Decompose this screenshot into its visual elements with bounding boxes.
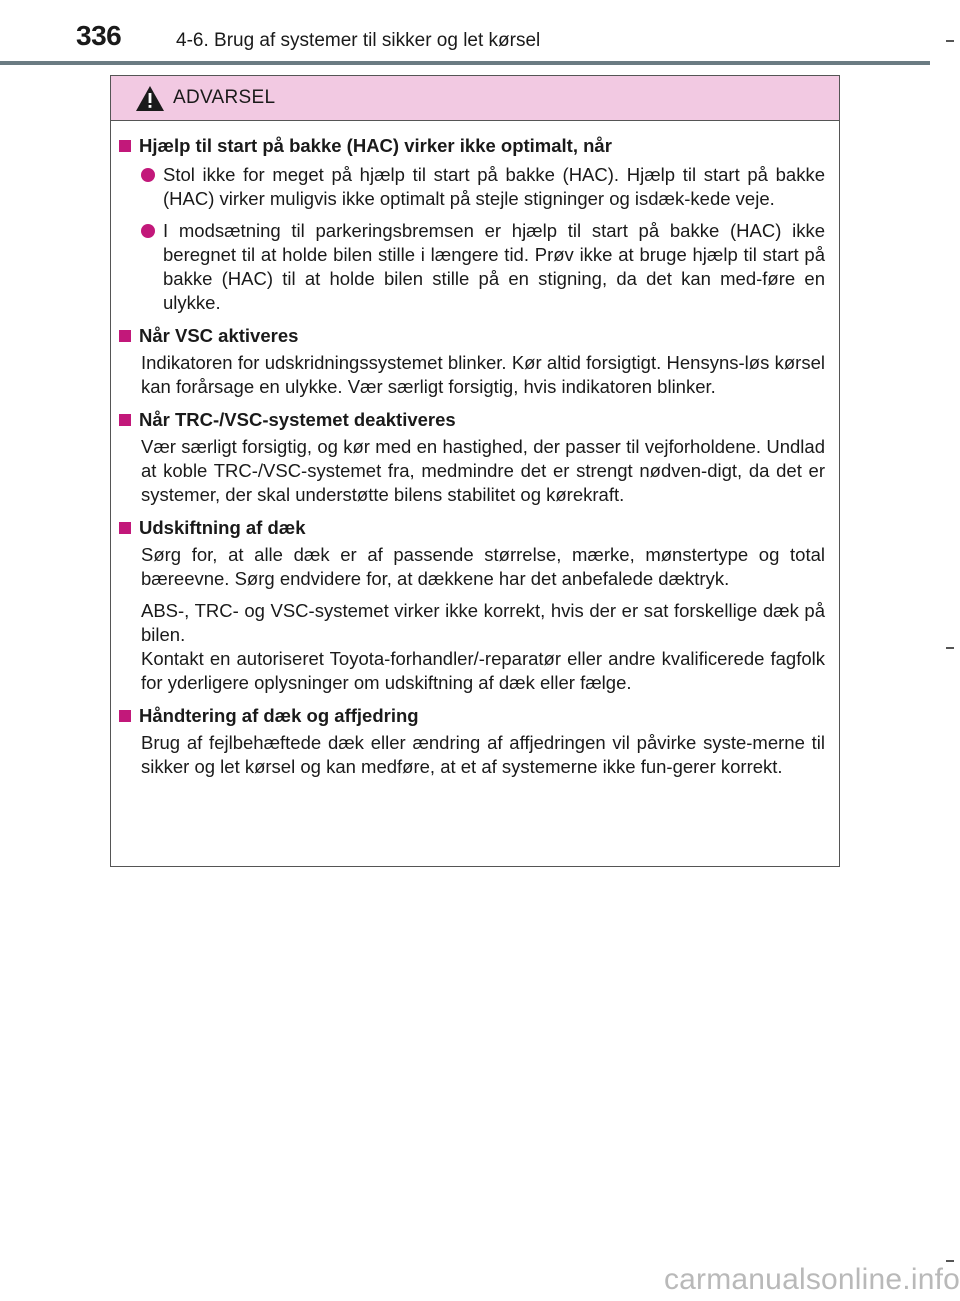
- warning-body: [111, 121, 839, 779]
- paragraph: Vær særligt forsigtig, og kør med en hastighed, der passer til vejforholdene. Undlad at koble TRC-/VSC-systemet fra, medmindre det er strengt nødven-digt, da det er systemer, der skal understøtte bilens stabilitet og kørekraft.: [141, 436, 825, 505]
- list-item: [141, 219, 825, 315]
- section-heading: [119, 515, 825, 541]
- watermark: carmanualsonline.info: [663, 1263, 960, 1296]
- warning-header: [111, 76, 839, 121]
- section-heading-text: Håndtering af dæk og affjedring: [139, 705, 419, 726]
- crop-mark: [946, 1260, 954, 1262]
- list-item-text: Stol ikke for meget på hjælp til start på bakke (HAC). Hjælp til start på bakke (HAC) virker muligvis ikke optimalt på stejle stigninger og isdæk-kede veje.: [163, 164, 825, 209]
- section-heading: [119, 407, 825, 433]
- warning-section: [119, 703, 825, 779]
- paragraph: Sørg for, at alle dæk er af passende størrelse, mærke, mønstertype og total bæreevne. Sørg endvidere for, at dækkene har det anbefalede dæktryk.: [141, 544, 825, 589]
- warning-section: [119, 133, 825, 315]
- square-bullet-icon: [119, 522, 131, 534]
- warning-section: [119, 515, 825, 695]
- warning-box: [110, 75, 840, 867]
- paragraph: Indikatoren for udskridningssystemet blinker. Kør altid forsigtigt. Hensyns-løs kørsel kan forårsage en ulykke. Vær særligt forsigtig, hvis indikatoren blinker.: [141, 352, 825, 397]
- square-bullet-icon: [119, 710, 131, 722]
- section-heading-text: Udskiftning af dæk: [139, 517, 306, 538]
- round-bullet-icon: [141, 168, 155, 182]
- section-heading-text: Når TRC-/VSC-systemet deaktiveres: [139, 409, 456, 430]
- section-heading-text: Hjælp til start på bakke (HAC) virker ikke optimalt, når: [139, 135, 612, 156]
- page-number: 336: [76, 20, 122, 51]
- section-title: 4-6. Brug af systemer til sikker og let kørsel: [176, 30, 541, 51]
- warning-triangle-icon: [135, 85, 165, 112]
- section-heading: [119, 703, 825, 729]
- list-item: [141, 163, 825, 211]
- square-bullet-icon: [119, 330, 131, 342]
- square-bullet-icon: [119, 140, 131, 152]
- section-heading: [119, 323, 825, 349]
- list-item-text: I modsætning til parkeringsbremsen er hjælp til start på bakke (HAC) ikke beregnet til at holde bilen stille i længere tid. Prøv ikke at bruge hjælp til start på bakke (HAC) til at holde bilen stille på en stigning, da det kan med-føre en ulykke.: [163, 220, 825, 313]
- section-heading: [119, 133, 825, 159]
- section-heading-text: Når VSC aktiveres: [139, 325, 299, 346]
- paragraph: ABS-, TRC- og VSC-systemet virker ikke korrekt, hvis der er sat forskellige dæk på bilen.: [141, 600, 825, 645]
- crop-mark: [946, 647, 954, 649]
- square-bullet-icon: [119, 414, 131, 426]
- warning-label: ADVARSEL: [173, 87, 276, 108]
- warning-section: [119, 323, 825, 399]
- crop-mark: [946, 40, 954, 42]
- round-bullet-icon: [141, 224, 155, 238]
- header-rule: [0, 61, 930, 65]
- paragraph: Kontakt en autoriseret Toyota-forhandler/-reparatør eller andre kvalificerede fagfolk for yderligere oplysninger om udskiftning af dæk eller fælge.: [141, 648, 825, 693]
- paragraph: Brug af fejlbehæftede dæk eller ændring af affjedringen vil påvirke syste-merne til sikker og let kørsel og kan medføre, at et af systemerne ikke fun-gerer korrekt.: [141, 732, 825, 777]
- warning-section: [119, 407, 825, 507]
